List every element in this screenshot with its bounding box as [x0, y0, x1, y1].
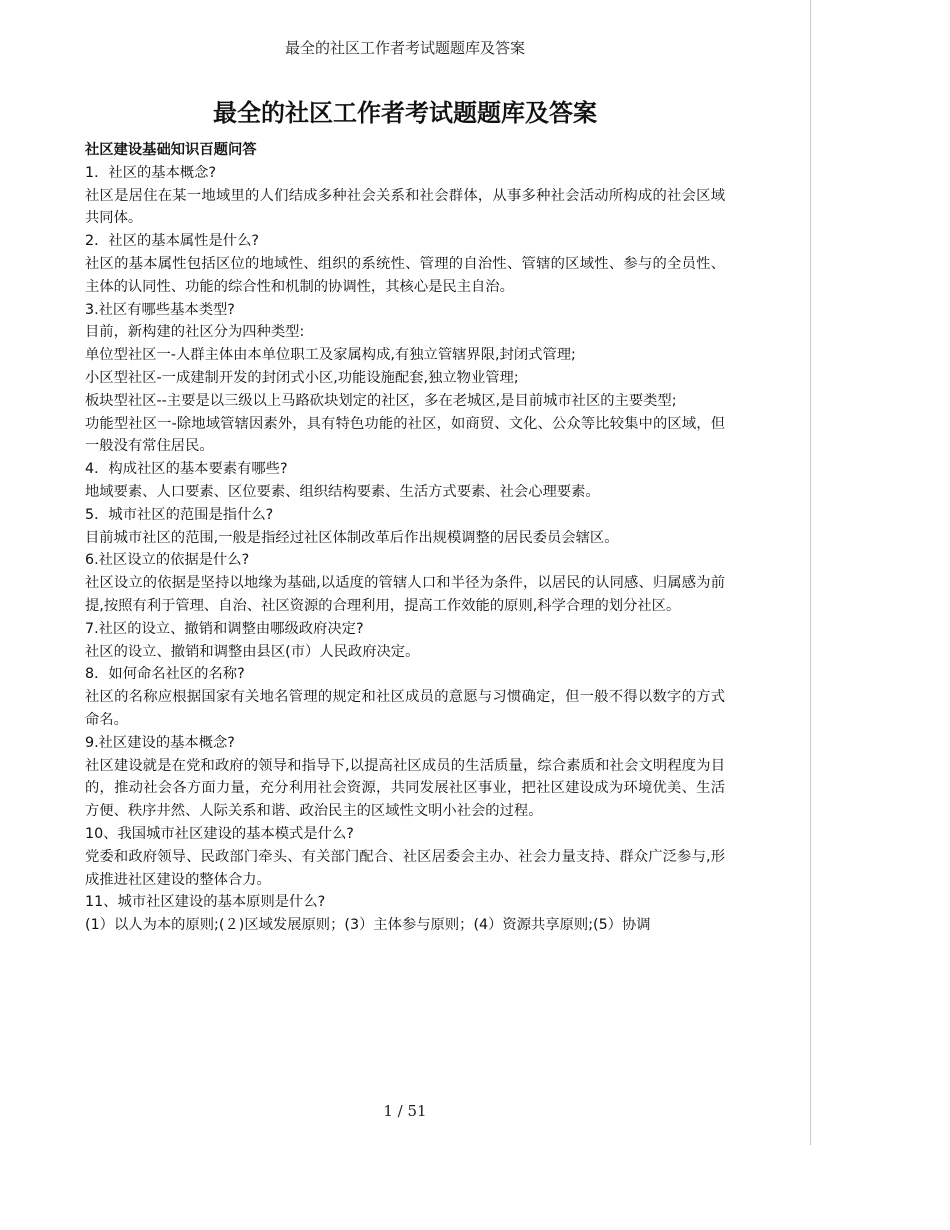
paragraph: 社区设立的依据是坚持以地缘为基础,以适度的管辖人口和半径为条件，以居民的认同感、归属感为前提,按照有利于管理、自治、社区资源的合理利用，提高工作效能的原则,科学合理的划分社区。: [85, 575, 725, 614]
paragraph: 功能型社区一-除地域管辖因素外，具有特色功能的社区，如商贸、文化、公众等比较集中的区域，但一般没有常住居民。: [85, 415, 725, 455]
paragraph: 目前城市社区的范围,一般是指经过社区体制改革后作出规模调整的居民委员会辖区。: [85, 529, 619, 546]
paragraph: 社区的设立、撤销和调整由县区(市）人民政府决定。: [85, 643, 420, 660]
document-body: [85, 139, 725, 937]
document-title: 最全的社区工作者考试题题库及答案: [213, 99, 597, 127]
paragraph: 社区的名称应根据国家有关地名管理的规定和社区成员的意愿与习惯确定，但一般不得以数字的方式命名。: [85, 689, 725, 728]
page-number: 1 / 51: [383, 1102, 427, 1120]
paragraph: 社区是居住在某一地域里的人们结成多种社会关系和社会群体，从事多种社会活动所构成的社会区域共同体。: [85, 187, 725, 227]
paragraph: 11、城市社区建设的基本原则是什么?: [85, 894, 326, 911]
paragraph: 小区型社区-一成建制开发的封闭式小区,功能设施配套,独立物业管理;: [85, 369, 519, 386]
paragraph: 社区建设就是在党和政府的领导和指导下,以提高社区成员的生活质量，综合素质和社会文明程度为目的，推动社会各方面力量，充分利用社会资源，共同发展社区事业，把社区建设成为环境优美、生活方便、秩序井然、人际关系和谐、政治民主的区域性文明小社会的过程。: [85, 757, 725, 820]
paragraph: 地域要素、人口要素、区位要素、组织结构要素、生活方式要素、社会心理要素。: [85, 483, 600, 500]
paragraph: 7.社区的设立、撤销和调整由哪级政府决定?: [85, 620, 364, 637]
section-heading: 社区建设基础知识百题问答: [85, 142, 257, 158]
paragraph: 3.社区有哪些基本类型?: [85, 301, 235, 318]
paragraph: 8．如何命名社区的名称?: [85, 666, 245, 683]
paragraph: 社区的基本属性包括区位的地域性、组织的系统性、管理的自治性、管辖的区域性、参与的全员性、主体的认同性、功能的综合性和机制的协调性，其核心是民主自治。: [85, 255, 725, 295]
running-header: 最全的社区工作者考试题题库及答案: [284, 39, 525, 57]
paragraph: 4．构成社区的基本要素有哪些?: [85, 461, 288, 478]
paragraph: 目前，新构建的社区分为四种类型:: [85, 324, 305, 341]
paragraph: 板块型社区--主要是以三级以上马路砍块划定的社区，多在老城区,是目前城市社区的主要类型;: [85, 392, 677, 409]
paragraph: 党委和政府领导、民政部门牵头、有关部门配合、社区居委会主办、社会力量支持、群众广泛参与,形成推进社区建设的整体合力。: [85, 848, 725, 888]
paragraph: 9.社区建设的基本概念?: [85, 734, 235, 751]
paragraph: 单位型社区一-人群主体由本单位职工及家属构成,有独立管辖界限,封闭式管理;: [85, 347, 576, 364]
paragraph: (1）以人为本的原则;(２)区域发展原则；(3）主体参与原则；(4）资源共享原则;(5）协调: [85, 917, 651, 934]
paragraph: 10、我国城市社区建设的基本模式是什么?: [85, 825, 354, 842]
paragraph: 2．社区的基本属性是什么?: [85, 233, 259, 250]
paragraph: 5．城市社区的范围是指什么?: [85, 506, 274, 523]
paragraph: 6.社区设立的依据是什么?: [85, 552, 250, 569]
page-edge-divider: [810, 0, 811, 1145]
paragraph: 1．社区的基本概念?: [85, 164, 217, 181]
